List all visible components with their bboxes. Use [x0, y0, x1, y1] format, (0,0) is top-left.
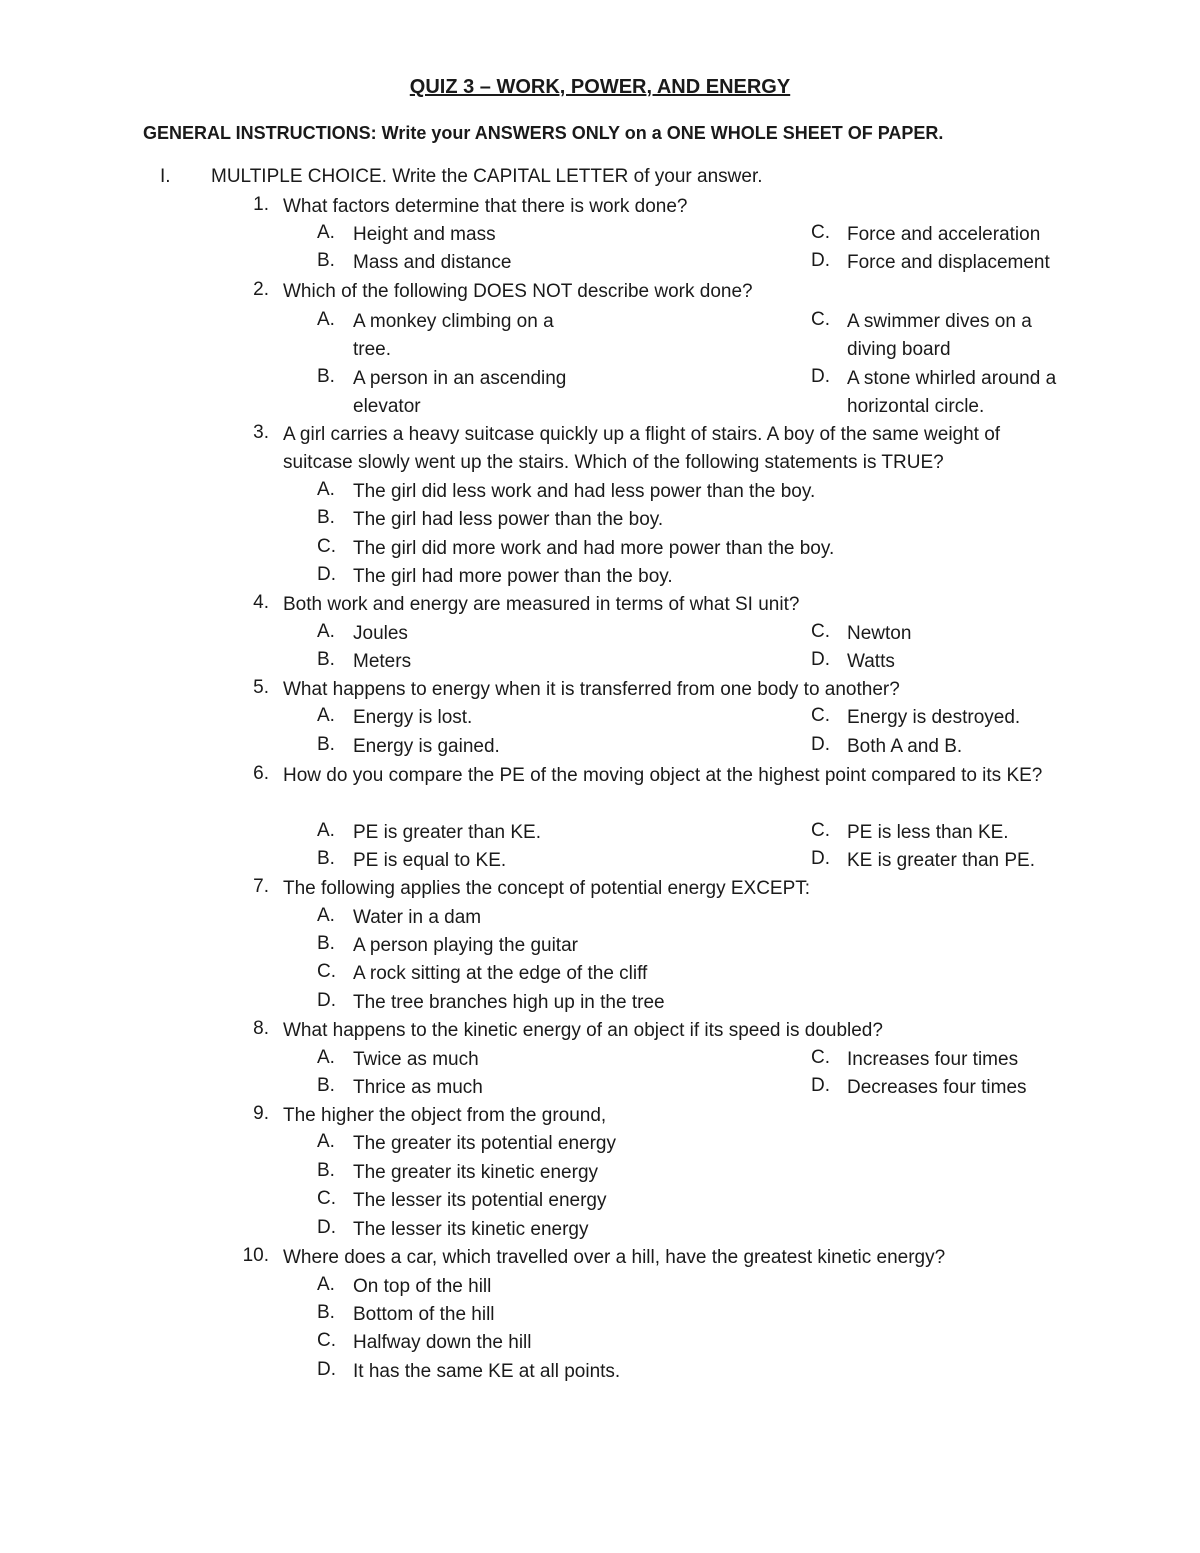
option-text: PE is less than KE.	[847, 822, 1009, 843]
option-text: Thrice as much	[353, 1077, 483, 1098]
option-letter: A.	[317, 222, 335, 243]
option-text: Decreases four times	[847, 1077, 1027, 1098]
option-letter: D.	[811, 366, 830, 387]
option-text: The lesser its kinetic energy	[353, 1219, 589, 1240]
question-number: 1.	[253, 194, 269, 215]
option-text: Energy is lost.	[353, 707, 473, 728]
option-letter: A.	[317, 705, 335, 726]
page-title: QUIZ 3 – WORK, POWER, AND ENERGY	[409, 76, 791, 98]
option-text: Twice as much	[353, 1049, 479, 1070]
option-text: Force and acceleration	[847, 224, 1041, 245]
option-text: Bottom of the hill	[353, 1304, 495, 1325]
option-letter: B.	[317, 933, 335, 954]
option-text: It has the same KE at all points.	[353, 1361, 621, 1382]
option-text: Water in a dam	[353, 907, 482, 928]
option-letter: A.	[317, 309, 335, 330]
option-text: Height and mass	[353, 224, 496, 245]
option-letter: D.	[317, 564, 336, 585]
option-letter: D.	[811, 250, 830, 271]
option-letter: C.	[317, 536, 336, 557]
option-text: A person in an ascending elevator	[353, 368, 567, 418]
option-text: A stone whirled around a horizontal circle.	[847, 368, 1057, 418]
option-text: Force and displacement	[847, 252, 1050, 273]
option-text: PE is equal to KE.	[353, 850, 507, 871]
question-text: What happens to the kinetic energy of an object if its speed is doubled?	[283, 1020, 883, 1041]
option-letter: B.	[317, 649, 335, 670]
option-letter: C.	[317, 1330, 336, 1351]
option-text: Energy is gained.	[353, 736, 500, 757]
option-letter: C.	[811, 309, 830, 330]
question-number: 10.	[242, 1245, 269, 1266]
option-letter: B.	[317, 848, 335, 869]
option-letter: D.	[811, 734, 830, 755]
option-text: Increases four times	[847, 1049, 1019, 1070]
option-letter: A.	[317, 820, 335, 841]
option-text: KE is greater than PE.	[847, 850, 1035, 871]
option-letter: C.	[811, 705, 830, 726]
option-letter: D.	[811, 649, 830, 670]
option-text: Joules	[353, 623, 408, 644]
option-letter: C.	[811, 1047, 830, 1068]
option-text: PE is greater than KE.	[353, 822, 541, 843]
option-text: The greater its potential energy	[353, 1133, 616, 1154]
option-letter: D.	[317, 990, 336, 1011]
option-letter: C.	[811, 621, 830, 642]
option-letter: A.	[317, 905, 335, 926]
option-letter: B.	[317, 366, 335, 387]
option-text: The girl had less power than the boy.	[353, 509, 664, 530]
question-text: Which of the following DOES NOT describe work done?	[283, 281, 753, 302]
question-text: Both work and energy are measured in terms of what SI unit?	[283, 594, 800, 615]
option-text: The tree branches high up in the tree	[353, 992, 665, 1013]
option-letter: B.	[317, 507, 335, 528]
question-text: What happens to energy when it is transferred from one body to another?	[283, 679, 900, 700]
question-text: What factors determine that there is work done?	[283, 196, 688, 217]
option-letter: B.	[317, 1302, 335, 1323]
option-letter: C.	[811, 222, 830, 243]
option-text: The girl did less work and had less power than the boy.	[353, 481, 816, 502]
option-text: A person playing the guitar	[353, 935, 578, 956]
question-number: 2.	[253, 279, 269, 300]
question-text: Where does a car, which travelled over a hill, have the greatest kinetic energy?	[283, 1247, 946, 1268]
question-text: How do you compare the PE of the moving object at the highest point compared to its KE?	[283, 765, 1043, 786]
option-letter: B.	[317, 250, 335, 271]
option-letter: A.	[317, 1131, 335, 1152]
question-number: 9.	[253, 1103, 269, 1124]
option-letter: B.	[317, 734, 335, 755]
question-number: 5.	[253, 677, 269, 698]
option-text: Mass and distance	[353, 252, 512, 273]
option-letter: C.	[811, 820, 830, 841]
option-letter: A.	[317, 1047, 335, 1068]
option-text: Energy is destroyed.	[847, 707, 1021, 728]
option-text: A monkey climbing on a tree.	[353, 311, 554, 361]
question-number: 7.	[253, 876, 269, 897]
option-letter: B.	[317, 1075, 335, 1096]
option-letter: B.	[317, 1160, 335, 1181]
question-number: 6.	[253, 763, 269, 784]
option-text: A rock sitting at the edge of the cliff	[353, 963, 648, 984]
option-letter: D.	[317, 1359, 336, 1380]
option-text: Watts	[847, 651, 895, 672]
question-text: A girl carries a heavy suitcase quickly up a flight of stairs. A boy of the same weight of suitcase slowly went up the stairs. Which of the following statements is TRUE?	[283, 424, 1001, 474]
question-number: 4.	[253, 592, 269, 613]
option-letter: D.	[317, 1217, 336, 1238]
section-number: I.	[160, 166, 171, 187]
general-instructions: GENERAL INSTRUCTIONS: Write your ANSWERS ONLY on a ONE WHOLE SHEET OF PAPER.	[143, 123, 944, 143]
section-text: MULTIPLE CHOICE. Write the CAPITAL LETTER of your answer.	[211, 166, 763, 187]
question-text: The following applies the concept of potential energy EXCEPT:	[283, 878, 811, 899]
option-letter: A.	[317, 621, 335, 642]
option-letter: D.	[811, 1075, 830, 1096]
question-number: 3.	[253, 422, 269, 443]
option-text: The girl did more work and had more power than the boy.	[353, 538, 835, 559]
section-heading	[160, 165, 1160, 189]
option-letter: C.	[317, 961, 336, 982]
option-text: Both A and B.	[847, 736, 963, 757]
option-letter: A.	[317, 1274, 335, 1295]
option-text: A swimmer dives on a diving board	[847, 311, 1032, 361]
question-number: 8.	[253, 1018, 269, 1039]
option-letter: D.	[811, 848, 830, 869]
option-text: The lesser its potential energy	[353, 1190, 607, 1211]
option-text: Newton	[847, 623, 912, 644]
option-text: The greater its kinetic energy	[353, 1162, 599, 1183]
option-letter: C.	[317, 1188, 336, 1209]
option-text: Meters	[353, 651, 412, 672]
option-text: The girl had more power than the boy.	[353, 566, 673, 587]
option-text: On top of the hill	[353, 1276, 492, 1297]
option-text: Halfway down the hill	[353, 1332, 532, 1353]
option-letter: A.	[317, 479, 335, 500]
question-text: The higher the object from the ground,	[283, 1105, 607, 1126]
